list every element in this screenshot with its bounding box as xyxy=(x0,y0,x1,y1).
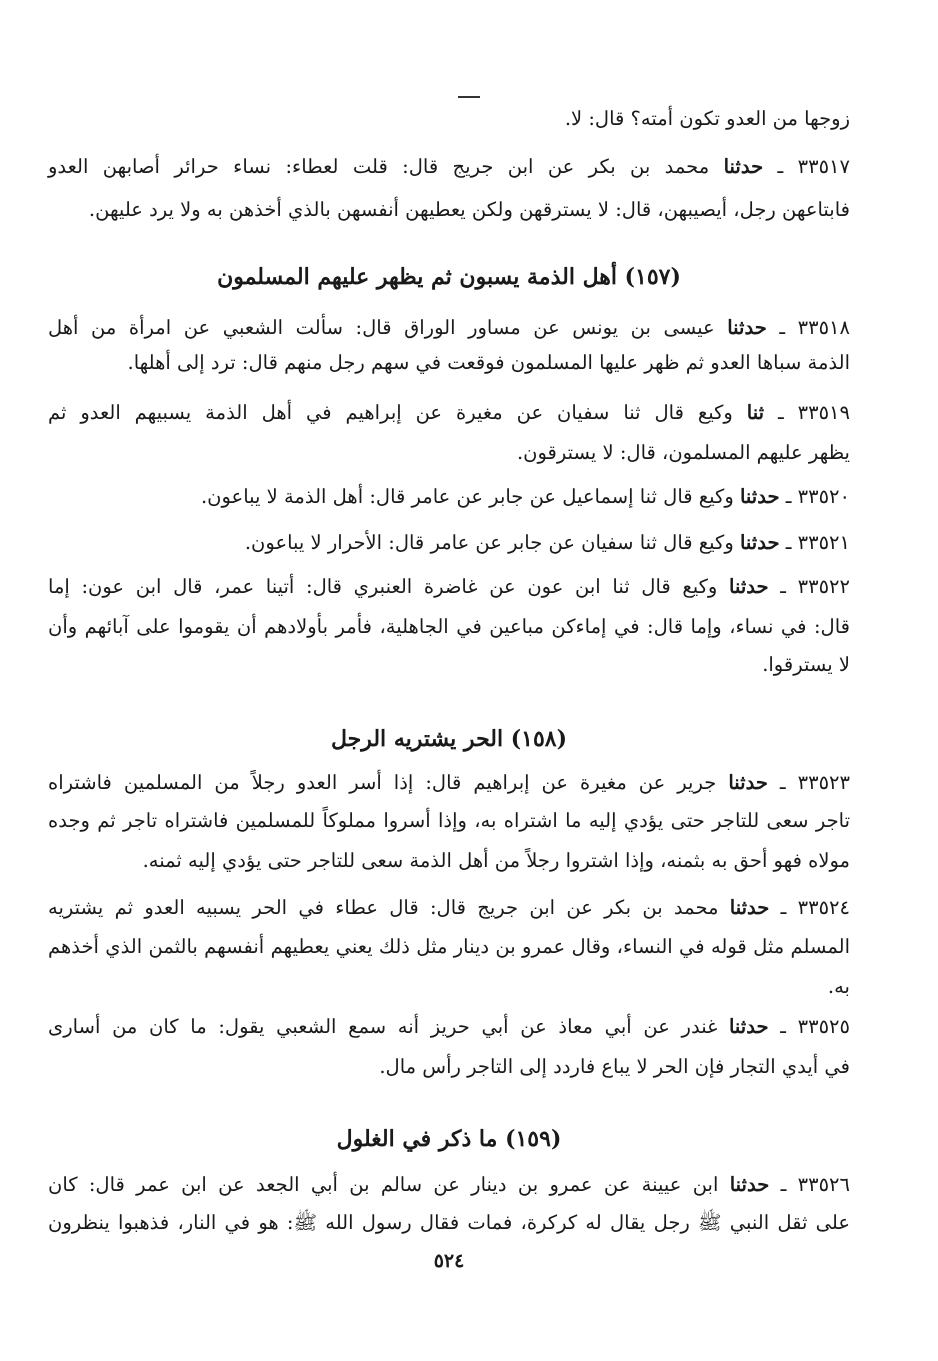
hadith-keyword: حدثنا xyxy=(739,485,780,508)
hadith-33523-line-2 xyxy=(48,806,850,836)
hadith-number: ٣٣٥١٩ ـ xyxy=(777,401,851,424)
hadith-33523-line-1 xyxy=(48,768,850,798)
hadith-number: ٣٣٥٢٠ ـ xyxy=(785,485,850,508)
page-number: ٥٢٤ xyxy=(433,1250,465,1272)
line-text: على ثقل النبي ﷺ رجل يقال له كركرة، فمات فقال رسول الله ﷺ: هو في النار، فذهبوا ينظرون xyxy=(48,1211,850,1234)
line-text: غندر عن أبي معاذ عن أبي حريز أنه سمع الشعبي يقول: ما كان من أسارى xyxy=(48,1015,718,1038)
line-text: وكيع قال ثنا سفيان عن جابر عن عامر قال: الأحرار لا يباعون. xyxy=(244,531,734,554)
chapter-heading-158: (١٥٨) الحر يشتريه الرجل xyxy=(330,726,568,752)
line-text: به. xyxy=(827,975,850,998)
hadith-33519-line-1 xyxy=(48,398,850,428)
hadith-33519-line-2 xyxy=(48,438,850,468)
line-text: زوجها من العدو تكون أمته؟ قال: لا. xyxy=(564,107,850,130)
hadith-33518-line-1 xyxy=(48,313,850,343)
line-text: لا يسترقوا. xyxy=(762,653,850,676)
line-text: قال: في نساء، وإما قال: في إماءكن مباعين في الجاهلية، فأمر بأولادهم أن يقوموا على آبائهم وأن xyxy=(48,615,850,638)
hadith-number: ٣٣٥١٧ ـ xyxy=(777,155,851,178)
book-page xyxy=(48,0,850,1361)
hadith-33522-line-2 xyxy=(48,612,850,642)
hadith-keyword: حدثنا xyxy=(739,531,780,554)
chapter-heading-159: (١٥٩) ما ذكر في الغلول xyxy=(336,1126,562,1152)
hadith-33526-line-1 xyxy=(48,1170,850,1200)
hadith-33524-line-1 xyxy=(48,893,850,923)
line-text: يظهر عليهم المسلمون، قال: لا يسترقون. xyxy=(516,441,850,464)
hadith-keyword: ثنا xyxy=(746,401,765,424)
hadith-33525-line-1 xyxy=(48,1012,850,1042)
line-text: وكيع قال ثنا إسماعيل عن جابر عن عامر قال: أهل الذمة لا يباعون. xyxy=(200,485,734,508)
line-text: فابتاعهن رجل، أيصيبهن، قال: لا يسترقهن ولكن يعطيهن أنفسهن بالذي أخذهن به ولا يرد عليهن. xyxy=(88,198,850,221)
hadith-33525-line-2 xyxy=(48,1052,850,1082)
hadith-number: ٣٣٥١٨ ـ xyxy=(779,316,851,339)
hadith-number: ٣٣٥٢٥ ـ xyxy=(780,1015,850,1038)
line-text: وكيع قال ثنا ابن عون عن غاضرة العنبري قال: أتينا عمر، قال ابن عون: إما xyxy=(48,575,718,598)
hadith-33520-line-1 xyxy=(48,482,850,512)
hadith-33522-line-3 xyxy=(48,650,850,680)
line-text: محمد بن بكر عن ابن جريج قال: قلت لعطاء: نساء حرائر أصابهن العدو xyxy=(48,155,710,178)
hadith-number: ٣٣٥٢٣ ـ xyxy=(779,771,851,794)
line-text: وكيع قال ثنا سفيان عن مغيرة عن إبراهيم في أهل الذمة يسبيهم العدو ثم xyxy=(48,401,733,424)
line-text: مولاه فهو أحق به بثمنه، وإذا اشتروا رجلاً من أهل الذمة سعى للتاجر حتى يؤدي إليه ثمنه. xyxy=(142,849,850,872)
hadith-33524-line-3 xyxy=(48,972,850,1002)
line-text: المسلم مثل قوله في النساء، وقال عمرو بن دينار مثل ذلك يعني يعطيهم أنفسهم بالثمن الذي أخذهم xyxy=(48,935,850,958)
chapter-heading-157: (١٥٧) أهل الذمة يسبون ثم يظهر عليهم المسلمون xyxy=(217,264,681,290)
line-text: تاجر سعى للتاجر حتى يؤدي إليه ما اشتراه به، وإذا أسروا مملوكاً للمسلمين فاشتراه تاجر ثم وجده xyxy=(48,809,850,832)
hadith-keyword: حدثنا xyxy=(729,575,769,598)
line-text: الذمة سباها العدو ثم ظهر عليها المسلمون فوقعت في سهم رجل منهم قال: ترد إلى أهلها. xyxy=(127,351,850,374)
line-text: محمد بن بكر عن ابن جريج قال: قال عطاء في الحر يسبيه العدو ثم يشتريه xyxy=(48,896,719,919)
line-text: عيسى بن يونس عن مساور الوراق قال: سألت الشعبي عن امرأة من أهل xyxy=(48,316,715,339)
hadith-33517-line-2 xyxy=(48,195,850,225)
hadith-33518-line-2 xyxy=(48,348,850,378)
hadith-keyword: حدثنا xyxy=(728,771,768,794)
line-text: جرير عن مغيرة عن إبراهيم قال: إذا أسر العدو رجلاً من المسلمين فاشتراه xyxy=(48,771,717,794)
hadith-33517-line-1 xyxy=(48,152,850,182)
line-text: في أيدي التجار فإن الحر لا يباع فاردد إلى التاجر رأس مال. xyxy=(379,1055,850,1078)
line-text: ابن عيينة عن عمرو بن دينار عن سالم بن أبي الجعد عن ابن عمر قال: كان xyxy=(48,1173,719,1196)
hadith-keyword: حدثنا xyxy=(723,155,764,178)
hadith-33523-line-3 xyxy=(48,846,850,876)
hadith-keyword: حدثنا xyxy=(729,1173,770,1196)
top-dash-mark xyxy=(458,96,480,98)
hadith-33526-line-2 xyxy=(48,1208,850,1238)
hadith-number: ٣٣٥٢٦ ـ xyxy=(780,1173,850,1196)
hadith-keyword: حدثنا xyxy=(727,316,767,339)
hadith-33521-line-1 xyxy=(48,528,850,558)
hadith-keyword: حدثنا xyxy=(728,1015,769,1038)
hadith-number: ٣٣٥٢٤ ـ xyxy=(780,896,851,919)
hadith-keyword: حدثنا xyxy=(729,896,770,919)
hadith-number: ٣٣٥٢٢ ـ xyxy=(780,575,850,598)
hadith-number: ٣٣٥٢١ ـ xyxy=(785,531,850,554)
hadith-33524-line-2 xyxy=(48,932,850,962)
text-line-1 xyxy=(48,104,850,134)
hadith-33522-line-1 xyxy=(48,572,850,602)
